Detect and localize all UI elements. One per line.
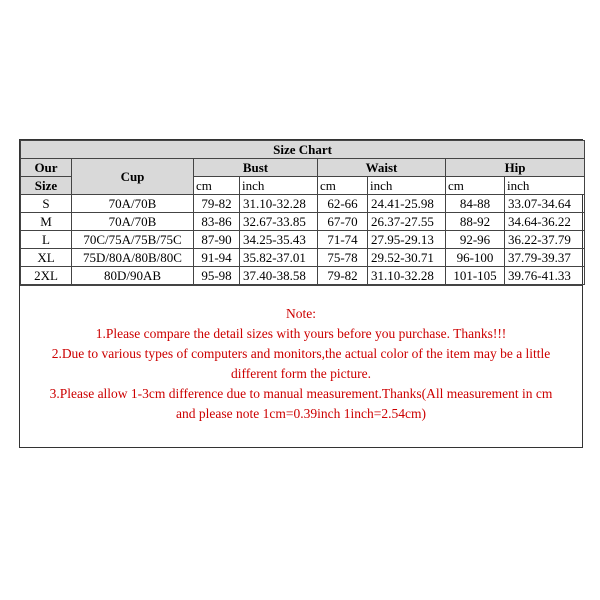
- unit-hip-cm: cm: [446, 177, 505, 195]
- notes-section: [20, 285, 582, 447]
- cell-hip-inch: 37.79-39.37: [505, 249, 585, 267]
- unit-waist-inch: inch: [368, 177, 446, 195]
- unit-bust-cm: cm: [194, 177, 240, 195]
- header-waist: Waist: [318, 159, 446, 177]
- cell-waist-cm: 79-82: [318, 267, 368, 285]
- cell-waist-cm: 67-70: [318, 213, 368, 231]
- cell-cup: 70A/70B: [72, 213, 194, 231]
- table-row: [21, 195, 585, 213]
- cell-waist-cm: 75-78: [318, 249, 368, 267]
- cell-size: XL: [21, 249, 72, 267]
- cell-hip-cm: 92-96: [446, 231, 505, 249]
- notes-heading: Note:: [286, 306, 316, 321]
- cell-hip-cm: 96-100: [446, 249, 505, 267]
- cell-waist-cm: 62-66: [318, 195, 368, 213]
- note-line-3a: 3.Please allow 1-3cm difference due to manual measurement.Thanks(All measurement in cm: [49, 386, 553, 401]
- cell-waist-inch: 31.10-32.28: [368, 267, 446, 285]
- cell-hip-cm: 101-105: [446, 267, 505, 285]
- cell-hip-inch: 39.76-41.33: [505, 267, 585, 285]
- unit-bust-inch: inch: [240, 177, 318, 195]
- unit-waist-cm: cm: [318, 177, 368, 195]
- note-line-1: 1.Please compare the detail sizes with yours before you purchase. Thanks!!!: [95, 326, 507, 341]
- table-row: [21, 249, 585, 267]
- header-hip: Hip: [446, 159, 585, 177]
- cell-waist-inch: 26.37-27.55: [368, 213, 446, 231]
- cell-bust-cm: 91-94: [194, 249, 240, 267]
- cell-bust-cm: 79-82: [194, 195, 240, 213]
- unit-hip-inch: inch: [505, 177, 585, 195]
- table-row: [21, 267, 585, 285]
- cell-cup: 70C/75A/75B/75C: [72, 231, 194, 249]
- cell-bust-inch: 31.10-32.28: [240, 195, 318, 213]
- cell-cup: 75D/80A/80B/80C: [72, 249, 194, 267]
- table-row: [21, 231, 585, 249]
- header-bust: Bust: [194, 159, 318, 177]
- note-line-2b: different form the picture.: [231, 366, 371, 381]
- cell-bust-inch: 35.82-37.01: [240, 249, 318, 267]
- cell-waist-inch: 24.41-25.98: [368, 195, 446, 213]
- cell-waist-inch: 29.52-30.71: [368, 249, 446, 267]
- cell-waist-cm: 71-74: [318, 231, 368, 249]
- size-chart: [19, 139, 583, 448]
- cell-size: M: [21, 213, 72, 231]
- header-our-size-line1: Our: [21, 159, 72, 177]
- cell-hip-cm: 84-88: [446, 195, 505, 213]
- cell-bust-inch: 32.67-33.85: [240, 213, 318, 231]
- cell-bust-inch: 37.40-38.58: [240, 267, 318, 285]
- note-line-2a: 2.Due to various types of computers and monitors,the actual color of the item may be a little: [51, 346, 551, 361]
- cell-size: L: [21, 231, 72, 249]
- cell-size: S: [21, 195, 72, 213]
- header-our-size-line2: Size: [21, 177, 72, 195]
- cell-cup: 80D/90AB: [72, 267, 194, 285]
- cell-size: 2XL: [21, 267, 72, 285]
- cell-bust-inch: 34.25-35.43: [240, 231, 318, 249]
- cell-waist-inch: 27.95-29.13: [368, 231, 446, 249]
- cell-hip-inch: 33.07-34.64: [505, 195, 585, 213]
- cell-hip-inch: 36.22-37.79: [505, 231, 585, 249]
- cell-hip-cm: 88-92: [446, 213, 505, 231]
- note-line-3b: and please note 1cm=0.39inch 1inch=2.54cm): [176, 406, 426, 421]
- size-table: [20, 140, 585, 285]
- cell-bust-cm: 87-90: [194, 231, 240, 249]
- cell-hip-inch: 34.64-36.22: [505, 213, 585, 231]
- chart-title: Size Chart: [21, 141, 585, 159]
- cell-bust-cm: 83-86: [194, 213, 240, 231]
- cell-bust-cm: 95-98: [194, 267, 240, 285]
- table-row: [21, 213, 585, 231]
- header-cup: Cup: [72, 159, 194, 195]
- cell-cup: 70A/70B: [72, 195, 194, 213]
